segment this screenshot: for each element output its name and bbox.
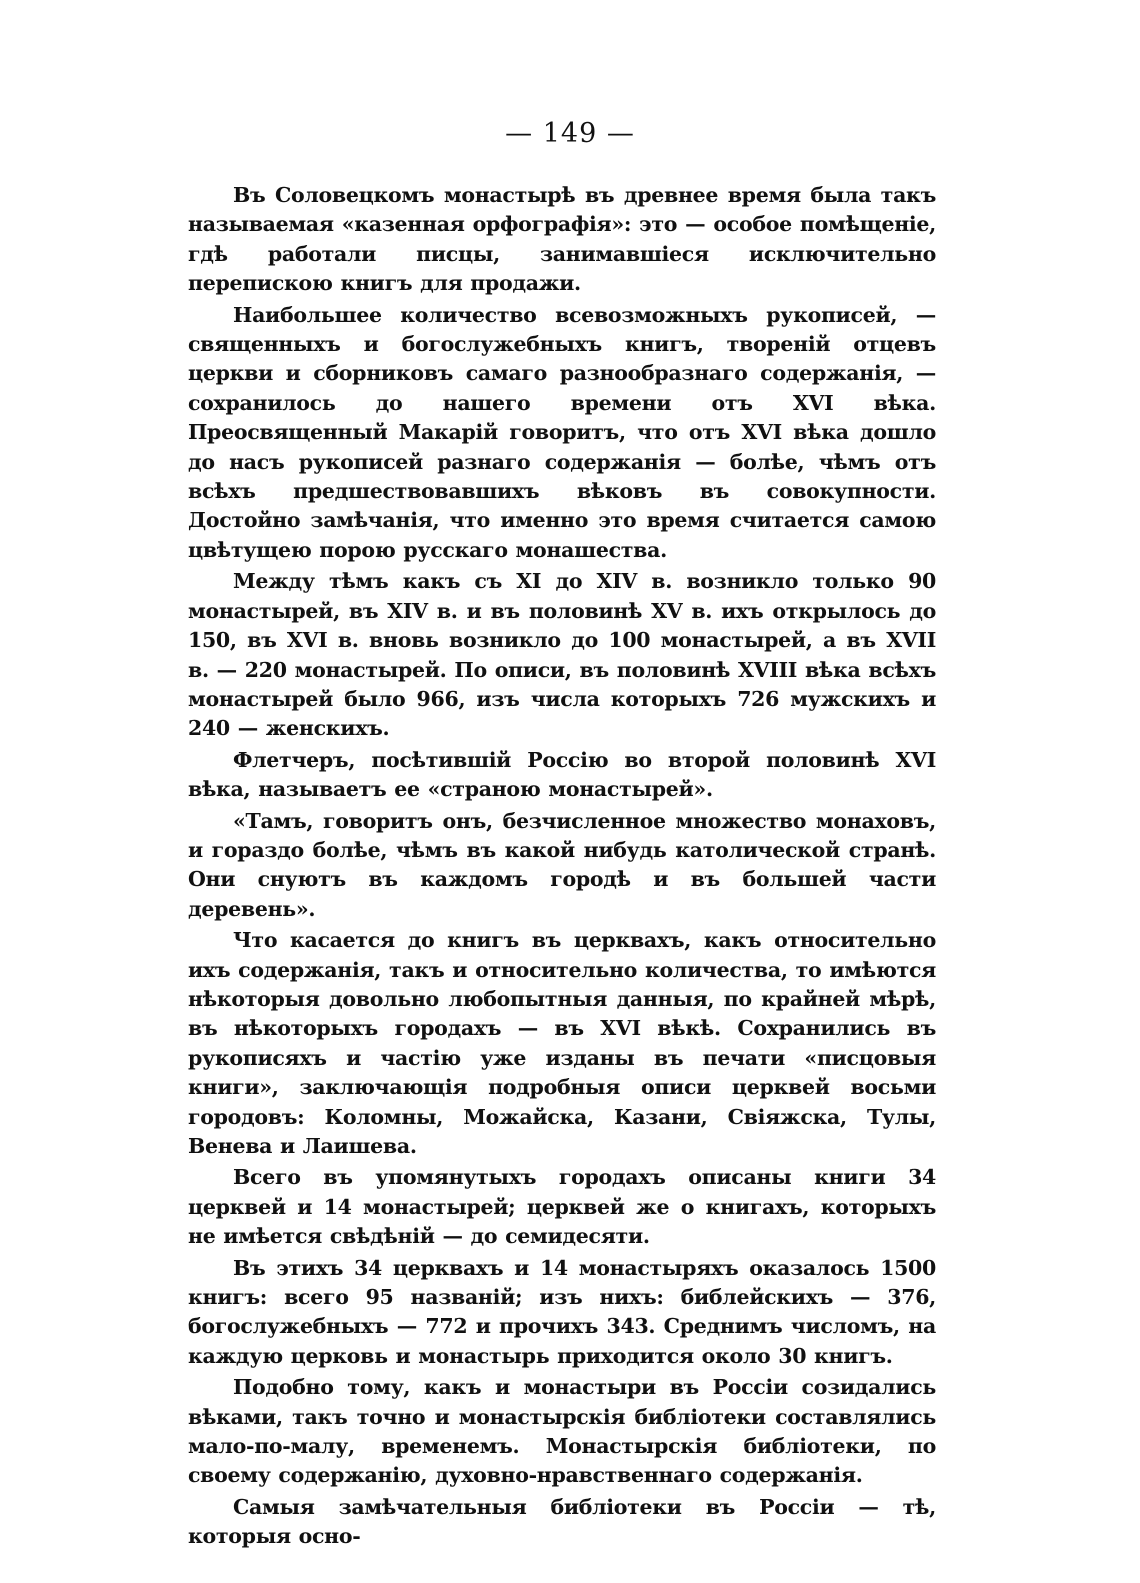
paragraph-solovetsky: Въ Соловецкомъ монастырѣ въ древнее время была такъ называемая «казенная орфографія»: это — особое помѣщеніе, гдѣ работали писцы, занимавшіеся исключительно перепискою книгъ для продажи. (188, 183, 936, 296)
body-text (188, 181, 936, 1552)
paragraph-church-books: Что касается до книгъ въ церквахъ, какъ относительно ихъ содержанія, такъ и относительно количества, то имѣются нѣкоторыя довольно любопытныя данныя, по крайней мѣрѣ, въ нѣкоторыхъ городахъ — въ XVI вѣкѣ. Сохранились въ рукописяхъ и частію уже изданы въ печати «писцовыя книги», заключающія подробныя описи церквей восьми городовъ: Коломны, Можайска, Казани, Свіяжска, Тулы, Венева и Лаишева. (188, 928, 936, 1158)
paragraph-libraries: Подобно тому, какъ и монастыри въ Россіи созидались вѣками, такъ точно и монастырскія библіотеки составлялись мало-по-малу, временемъ. Монастырскія библіотеки, по своему содержанію, духовно-нравственнаго содержанія. (188, 1375, 936, 1488)
paragraph-notable-libraries: Самыя замѣчательныя библіотеки въ Россіи — тѣ, которыя осно- (188, 1494, 936, 1549)
paragraph-book-statistics: Въ этихъ 34 церквахъ и 14 монастыряхъ оказалось 1500 книгъ: всего 95 названій; изъ нихъ: библейскихъ — 376, богослужебныхъ — 772 и прочихъ 343. Среднимъ числомъ, на каждую церковь и монастырь приходится около 30 книгъ. (188, 1255, 936, 1368)
paragraph-total-described: Всего въ упомянутыхъ городахъ описаны книги 34 церквей и 14 монастырей; церквей же о книгахъ, которыхъ не имѣется свѣдѣній — до семидесяти. (188, 1165, 936, 1249)
paragraph-quote: «Тамъ, говоритъ онъ, безчисленное множество монаховъ, и гораздо болѣе, чѣмъ въ какой нибудь католической странѣ. Они снуютъ въ каждомъ городѣ и въ большей части деревень». (188, 808, 936, 921)
paragraph-monastery-counts: Между тѣмъ какъ съ XI до XIV в. возникло только 90 монастырей, въ XIV в. и въ половинѣ XV в. ихъ открылось до 150, въ XVI в. вновь возникло до 100 монастырей, а въ XVII в. — 220 монастырей. По описи, въ половинѣ XVIII вѣка всѣхъ монастырей было 966, изъ числа которыхъ 726 мужскихъ и 240 — женскихъ. (188, 569, 936, 741)
page-number: — 149 — (505, 118, 635, 149)
paragraph-fletcher: Флетчеръ, посѣтившій Россію во второй половинѣ XVI вѣка, называетъ ее «страною монастырей». (188, 747, 936, 802)
paragraph-manuscripts: Наибольшее количество всевозможныхъ рукописей, — священныхъ и богослужебныхъ книгъ, твореній отцевъ церкви и сборниковъ самаго разнообразнаго содержанія, — сохранилось до нашего времени отъ XVI вѣка. Преосвященный Макарій говоритъ, что отъ XVI вѣка дошло до насъ рукописей разнаго содержанія — болѣе, чѣмъ отъ всѣхъ предшествовавшихъ вѣковъ въ совокупности. Достойно замѣчанія, что именно это время считается самою цвѣтущею порою русскаго монашества. (188, 302, 936, 562)
